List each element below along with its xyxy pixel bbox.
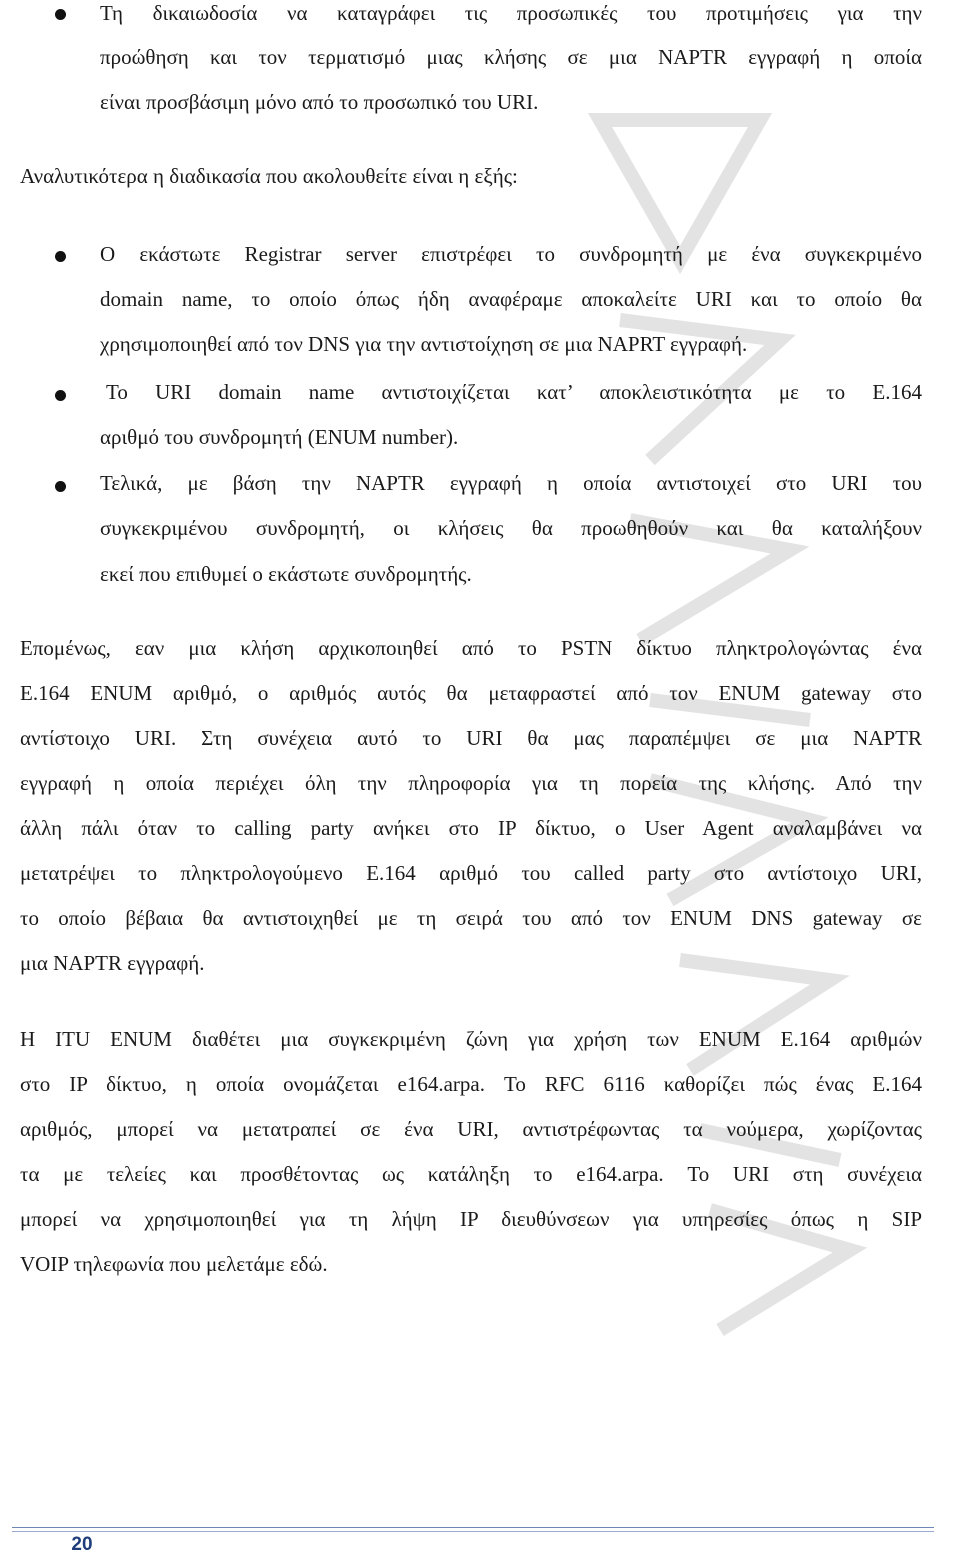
text-line: E.164 ENUM αριθμό, ο αριθμός αυτός θα μεταφραστεί από τον ENUM gateway στο <box>20 681 922 705</box>
footer-rule <box>12 1527 934 1528</box>
text-line: Η ITU ENUM διαθέτει μια συγκεκριμένη ζώνη για χρήση των ENUM E.164 αριθμών <box>20 1027 922 1051</box>
bullet-icon <box>55 390 66 401</box>
page-number: 20 <box>71 1534 93 1555</box>
intro-text: Αναλυτικότερα η διαδικασία που ακολουθείτε είναι η εξής: <box>20 164 518 188</box>
text-line: Τη δικαιωδοσία να καταγράφει τις προσωπικές του προτιμήσεις για την <box>100 1 922 25</box>
text-line: Το URI domain name αντιστοιχίζεται κατ’ αποκλειστικότητα με το E.164 <box>106 380 922 404</box>
text-line: Ο εκάστωτε Registrar server επιστρέφει το συνδρομητή με ένα συγκεκριμένο <box>100 242 922 266</box>
text-line: μετατρέψει το πληκτρολογούμενο E.164 αριθμό του called party στο αντίστοιχο URI, <box>20 861 922 885</box>
text-line: μπορεί να χρησιμοποιηθεί για τη λήψη IP διευθύνσεων για υπηρεσίες όπως η SIP <box>20 1207 922 1231</box>
text-line: συγκεκριμένου συνδρομητή, οι κλήσεις θα προωθηθούν και θα καταλήξουν <box>100 516 922 540</box>
text-line: αριθμό του συνδρομητή (ENUM number). <box>100 425 459 449</box>
text-line: εγγραφή η οποία περιέχει όλη την πληροφορία για τη πορεία της κλήσης. Από την <box>20 771 922 795</box>
footer-rule <box>12 1531 934 1532</box>
text-line: είναι προσβάσιμη μόνο από το προσωπικό του URI. <box>100 90 539 114</box>
text-line: τα με τελείες και προσθέτοντας ως κατάληξη το e164.arpa. Το URI στη συνέχεια <box>20 1162 922 1186</box>
text-line: Τελικά, με βάση την NAPTR εγγραφή η οποία αντιστοιχεί στο URI του <box>100 471 922 495</box>
text-line: στο IP δίκτυο, η οποία ονομάζεται e164.arpa. Το RFC 6116 καθορίζει πώς ένας E.164 <box>20 1072 922 1096</box>
bullet-icon <box>55 251 66 262</box>
text-line: VOIP τηλεφωνία που μελετάμε εδώ. <box>20 1252 328 1276</box>
text-line: αριθμός, μπορεί να μετατραπεί σε ένα URI, αντιστρέφωντας τα νούμερα, χωρίζοντας <box>20 1117 922 1141</box>
text-line: εκεί που επιθυμεί ο εκάστωτε συνδρομητής. <box>100 562 472 586</box>
text-line: domain name, το οποίο όπως ήδη αναφέραμε αποκαλείτε URI και το οποίο θα <box>100 287 922 311</box>
text-line: αντίστοιχο URI. Στη συνέχεια αυτό το URI θα μας παραπέμψει σε μια NAPTR <box>20 726 922 750</box>
text-line: μια NAPTR εγγραφή. <box>20 951 205 975</box>
text-line: το οποίο βέβαια θα αντιστοιχηθεί με τη σειρά του από τον ENUM DNS gateway σε <box>20 906 922 930</box>
text-line: χρησιμοποιηθεί από τον DNS για την αντιστοίχηση σε μια NAPRT εγγραφή. <box>100 332 748 356</box>
bullet-icon <box>55 481 66 492</box>
text-line: προώθηση και τον τερματισμό μιας κλήσης σε μια NAPTR εγγραφή η οποία <box>100 45 922 69</box>
bullet-icon <box>55 9 66 20</box>
text-line: άλλη πάλι όταν το calling party ανήκει στο IP δίκτυο, ο User Agent αναλαμβάνει να <box>20 816 922 840</box>
text-line: Επομένως, εαν μια κλήση αρχικοποιηθεί από το PSTN δίκτυο πληκτρολογώντας ένα <box>20 636 922 660</box>
